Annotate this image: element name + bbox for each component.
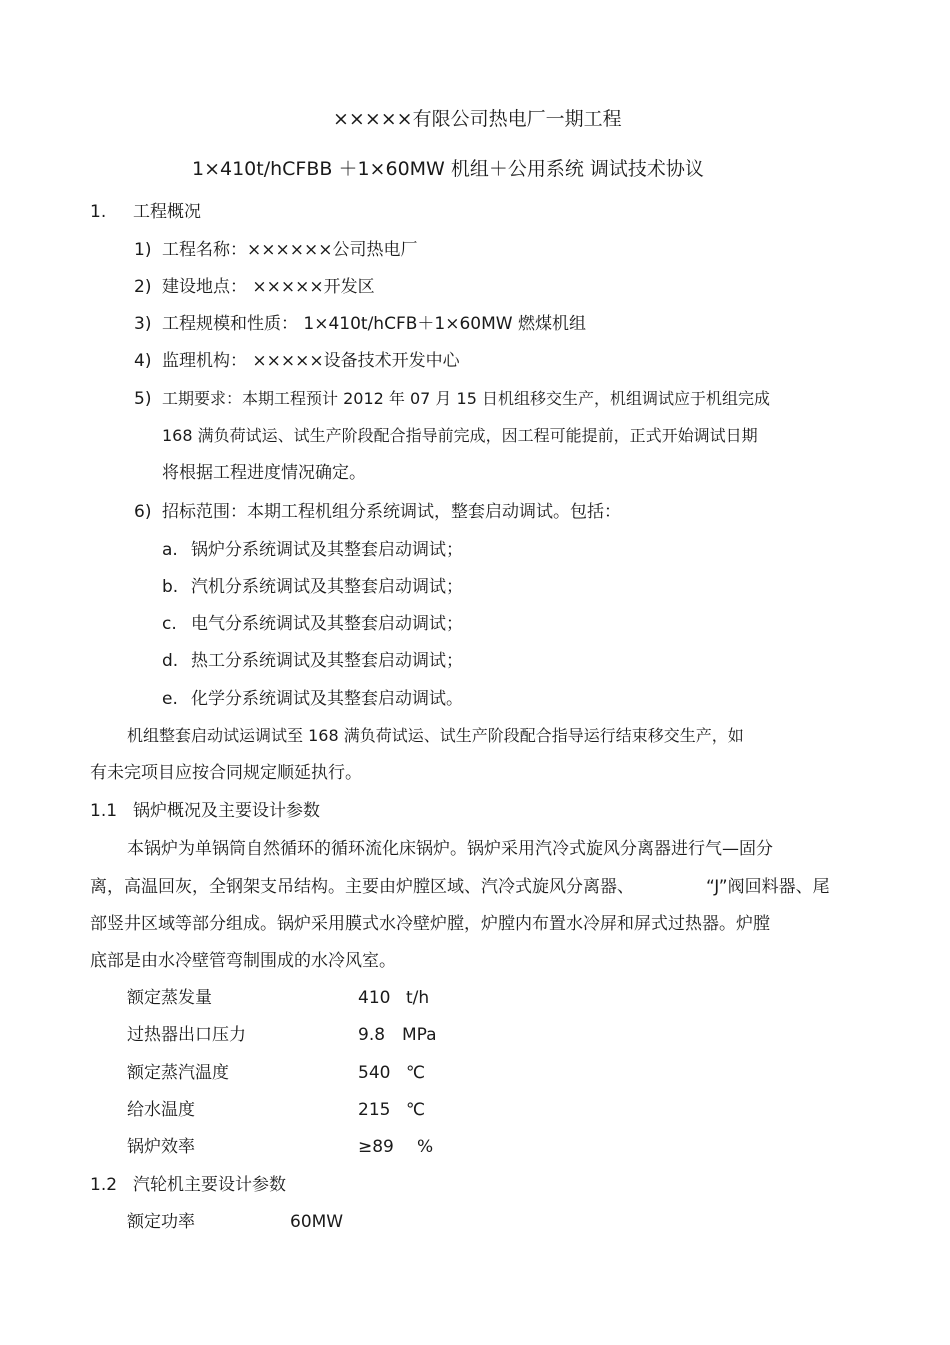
subitem-a-text: 锅炉分系统调试及其整套启动调试； [191, 540, 463, 560]
section-1-number: 1. [90, 202, 107, 222]
paragraph-line: “J”阀回料器、尾 [706, 877, 830, 897]
item-5-continuation-2: 将根据工程进度情况确定。 [162, 463, 366, 483]
param-value: 9.8 [358, 1025, 386, 1045]
item-4-text: 监理机构： ×××××设备技术开发中心 [162, 351, 460, 371]
item-1-text: 工程名称：××××××公司热电厂 [162, 240, 418, 260]
paragraph-line: 离，高温回灰，全钢架支吊结构。主要由炉膛区域、汽冷式旋风分离器、 [90, 877, 634, 897]
subitem-d-text: 热工分系统调试及其整套启动调试； [191, 651, 463, 671]
subitem-c-text: 电气分系统调试及其整套启动调试； [191, 614, 463, 634]
param-value: 215 [358, 1100, 391, 1120]
subitem-e-letter: e. [162, 689, 178, 709]
paragraph-line: 机组整套启动试运调试至 168 满负荷试运、试生产阶段配合指导运行结束移交生产，如 [127, 726, 744, 745]
param-unit: % [417, 1137, 434, 1157]
item-6-text: 招标范围：本期工程机组分系统调试，整套启动调试。包括： [162, 502, 621, 522]
item-3-text: 工程规模和性质： 1×410t/hCFB＋1×60MW 燃煤机组 [162, 314, 586, 334]
param-value: 60MW [290, 1212, 344, 1232]
param-unit: t/h [406, 988, 430, 1008]
paragraph-line: 有未完项目应按合同规定顺延执行。 [90, 763, 362, 783]
subitem-b-letter: b. [162, 577, 179, 597]
item-1-number: 1) [134, 240, 152, 260]
document-title: ×××××有限公司热电厂一期工程 [333, 108, 622, 130]
paragraph-line: 本锅炉为单锅筒自然循环的循环流化床锅炉。锅炉采用汽冷式旋风分离器进行气—固分 [127, 839, 773, 859]
subitem-b-text: 汽机分系统调试及其整套启动调试； [191, 577, 463, 597]
param-unit: ℃ [406, 1063, 426, 1083]
subitem-d-letter: d. [162, 651, 179, 671]
section-1-2-heading: 汽轮机主要设计参数 [133, 1175, 286, 1195]
section-1-heading: 工程概况 [133, 202, 201, 222]
section-1-2-number: 1.2 [90, 1175, 118, 1195]
param-label: 额定蒸发量 [127, 988, 212, 1008]
param-label: 额定功率 [127, 1212, 195, 1232]
document-subtitle: 1×410t/hCFBB ＋1×60MW 机组＋公用系统 调试技术协议 [192, 158, 704, 180]
item-3-number: 3) [134, 314, 152, 334]
section-1-1-number: 1.1 [90, 801, 118, 821]
param-value: 410 [358, 988, 391, 1008]
item-2-text: 建设地点： ×××××开发区 [162, 277, 375, 297]
param-label: 额定蒸汽温度 [127, 1063, 229, 1083]
paragraph-line: 底部是由水冷壁管弯制围成的水冷风室。 [90, 951, 396, 971]
item-4-number: 4) [134, 351, 152, 371]
item-5-number: 5) [134, 389, 152, 409]
section-1-1-heading: 锅炉概况及主要设计参数 [133, 801, 320, 821]
subitem-c-letter: c. [162, 614, 177, 634]
subitem-e-text: 化学分系统调试及其整套启动调试。 [191, 689, 463, 709]
param-label: 过热器出口压力 [127, 1025, 246, 1045]
item-5-text: 工期要求：本期工程预计 2012 年 07 月 15 日机组移交生产，机组调试应于机组完成 [162, 389, 770, 408]
param-value: ≥89 [358, 1137, 394, 1157]
subitem-a-letter: a. [162, 540, 178, 560]
item-2-number: 2) [134, 277, 152, 297]
paragraph-line: 部竖井区域等部分组成。锅炉采用膜式水冷壁炉膛，炉膛内布置水冷屏和屏式过热器。炉膛 [90, 914, 770, 934]
param-unit: ℃ [406, 1100, 426, 1120]
param-label: 锅炉效率 [127, 1137, 195, 1157]
param-unit: MPa [402, 1025, 437, 1045]
item-6-number: 6) [134, 502, 152, 522]
param-value: 540 [358, 1063, 391, 1083]
param-label: 给水温度 [127, 1100, 195, 1120]
item-5-continuation-1: 168 满负荷试运、试生产阶段配合指导前完成，因工程可能提前，正式开始调试日期 [162, 426, 758, 445]
